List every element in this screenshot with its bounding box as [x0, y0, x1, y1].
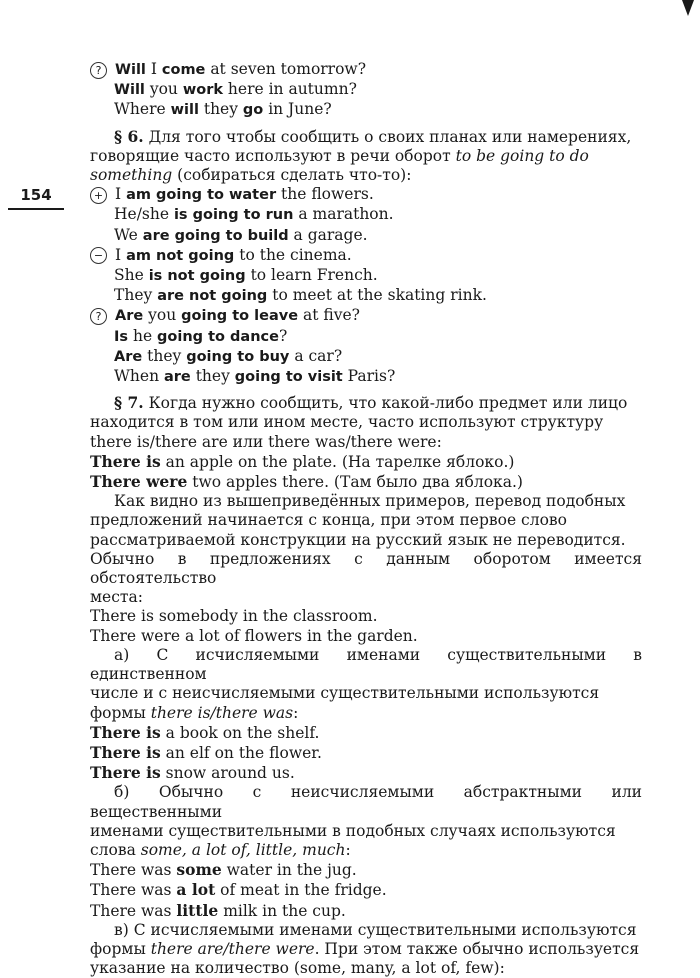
example-line: There were a lot of flowers in the garden.	[90, 626, 418, 645]
example-line: There were two apples there. (Там было два яблока.)	[90, 472, 523, 492]
example-line: Is he going to dance?	[114, 326, 288, 345]
minus-icon: −	[90, 247, 107, 264]
example-line: She is not going to learn French.	[114, 266, 378, 285]
negative-example-line: − I am not going to the cinema.	[90, 246, 642, 266]
section-number: § 7.	[114, 393, 144, 413]
example-line: There was little milk in the cup.	[90, 900, 346, 920]
example-line: We are going to build a garage.	[114, 225, 368, 244]
page-number: 154	[8, 186, 64, 210]
example-line: There is a book on the shelf.	[90, 722, 320, 742]
example-line: There was some water in the jug.	[90, 860, 357, 880]
example-line: There is snow around us.	[90, 763, 295, 783]
rule-a: а) С исчисляемыми именами существительными в единственном	[90, 645, 642, 684]
section-6-intro: § 6. Для того чтобы сообщить о своих планах или намерениях,	[114, 126, 632, 146]
plus-icon: +	[90, 187, 107, 204]
example-line: There was a lot of meat in the fridge.	[90, 880, 387, 900]
example-line: There is an apple on the plate. (На тарелке яблоко.)	[90, 451, 515, 471]
example-line: He/she is going to run a marathon.	[114, 205, 394, 224]
paragraph-line: Как видно из вышеприведённых примеров, перевод подобных	[114, 492, 626, 511]
rule-b: б) Обычно с неисчисляемыми абстрактными или вещественными	[90, 783, 642, 821]
section-7-intro: § 7. Когда нужно сообщить, что какой-либо предмет или лицо	[114, 393, 628, 413]
example-line: Are they going to buy a car?	[114, 346, 343, 365]
example-line: Will you work here in autumn?	[114, 80, 357, 99]
page-content: ? Will I come at seven tomorrow? Will you work here in autumn? Where will they go in June? § 6. Для того чтобы сообщить о своих планах или намерениях, говорящие часто используют в речи оборот to be going to do something (собираться сделать что-то): + I am going to water the flowers. He/she is going to run a marathon. We are going to build a garage. − I am not going to the cinema. She is not going to learn French. They are not going to meet at the skating rink. ? Are you going to leave at five? Is he going to dance? Are they going to buy a car? When are they going to visit Paris? § 7. Когда нужно сообщить, что какой-либо предмет или лицо находится в том или ином месте, часто используют структуру there is/there are или there was/there were: There is an apple on the plate. (На тарелке яблоко.) There were two apples there. (Там было два яблока.) Как видно из вышеприведённых примеров, перевод подобных предложений начинается с конца, при этом первое слово рассматриваемой конструкции на русский язык не переводится. Обычно в предложениях с данным оборотом имеется обстоятельство места: There is somebody in the classroom. There were a lot of flowers in the garden. а) С исчисляемыми именами существительными в единственном числе и с неисчисляемыми существительными используются формы there is/there was: There is a book on the shelf. There is an elf on the flower. There is snow around us. б) Обычно с неисчисляемыми абстрактными или вещественными именами существительными в подобных случаях используются слова some, a lot of, little, much: There was some water in the jug. There was a lot of meat in the fridge. There was little milk in the cup. в) С исчисляемыми именами существительными используются формы there are/there were. При этом также обычно используется указание на количество (some, many, a lot of, few):	[90, 60, 642, 978]
question-mark-icon: ?	[90, 308, 107, 325]
section-number: § 6.	[114, 126, 144, 146]
affirmative-example-line: + I am going to water the flowers.	[90, 185, 642, 205]
example-line: Where will they go in June?	[114, 100, 332, 119]
example-line: There is an elf on the flower.	[90, 742, 322, 762]
example-line: They are not going to meet at the skating rink.	[114, 286, 487, 305]
example-line: There is somebody in the classroom.	[90, 607, 378, 626]
rule-c: в) С исчисляемыми именами существительными используются	[114, 920, 637, 939]
example-line: When are they going to visit Paris?	[114, 367, 396, 386]
question-example-line: ? Are you going to leave at five?	[90, 306, 642, 326]
question-mark-icon: ?	[90, 62, 107, 79]
bookmark-marker	[682, 0, 694, 16]
question-example-line: ? Will I come at seven tomorrow?	[90, 60, 642, 80]
